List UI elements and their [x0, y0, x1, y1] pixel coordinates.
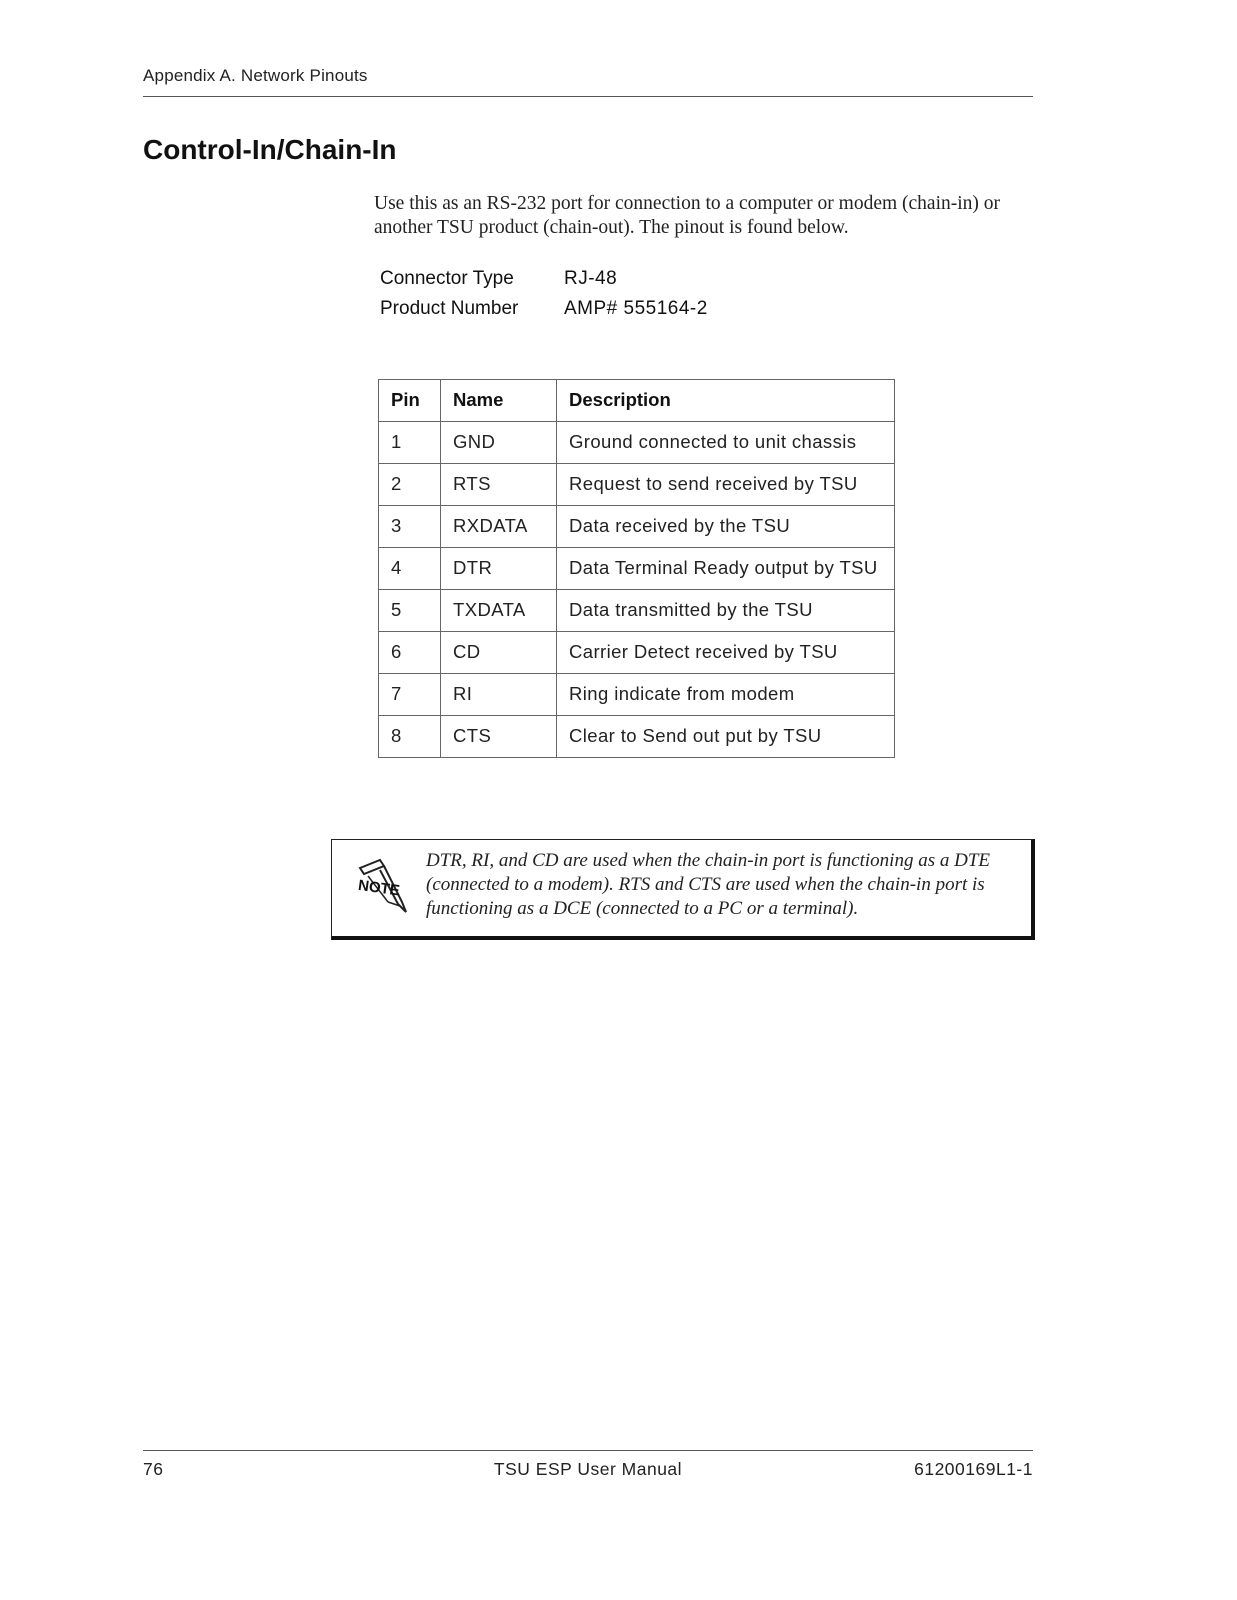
cell-pin: 1 — [379, 422, 441, 464]
cell-name: DTR — [441, 548, 557, 590]
footer-rule — [143, 1450, 1033, 1451]
running-head: Appendix A. Network Pinouts — [143, 66, 368, 85]
cell-name: TXDATA — [441, 590, 557, 632]
header-pin: Pin — [379, 380, 441, 422]
table-row — [379, 464, 895, 506]
cell-description: Clear to Send out put by TSU — [557, 716, 895, 758]
cell-pin: 4 — [379, 548, 441, 590]
cell-name: RTS — [441, 464, 557, 506]
table-row — [379, 590, 895, 632]
table-row — [379, 716, 895, 758]
doc-number: 61200169L1-1 — [914, 1459, 1033, 1479]
cell-pin: 3 — [379, 506, 441, 548]
connector-specs — [380, 264, 708, 324]
cell-description: Request to send received by TSU — [557, 464, 895, 506]
cell-description: Data Terminal Ready output by TSU — [557, 548, 895, 590]
page-number: 76 — [143, 1459, 164, 1479]
intro-paragraph: Use this as an RS-232 port for connection to a computer or modem (chain-in) or another TSU product (chain-out). The pinout is found below. — [374, 193, 1001, 238]
table-row — [379, 422, 895, 464]
header-description: Description — [557, 380, 895, 422]
spec-row-product-number — [380, 294, 708, 324]
cell-pin: 2 — [379, 464, 441, 506]
note-icon — [354, 858, 412, 914]
cell-pin: 8 — [379, 716, 441, 758]
cell-name: RXDATA — [441, 506, 557, 548]
manual-title: TSU ESP User Manual — [493, 1459, 683, 1479]
pinout-table — [378, 379, 895, 758]
cell-description: Data received by the TSU — [557, 506, 895, 548]
table-row — [379, 632, 895, 674]
cell-name: RI — [441, 674, 557, 716]
cell-description: Ground connected to unit chassis — [557, 422, 895, 464]
spec-label: Product Number — [380, 298, 519, 319]
header-rule — [143, 96, 1033, 97]
table-row — [379, 506, 895, 548]
cell-description: Ring indicate from modem — [557, 674, 895, 716]
table-row — [379, 674, 895, 716]
spec-row-connector-type — [380, 264, 708, 294]
header-name: Name — [441, 380, 557, 422]
cell-name: CD — [441, 632, 557, 674]
table-row — [379, 548, 895, 590]
cell-name: CTS — [441, 716, 557, 758]
cell-name: GND — [441, 422, 557, 464]
section-title: Control-In/Chain-In — [143, 134, 397, 165]
cell-pin: 5 — [379, 590, 441, 632]
cell-description: Carrier Detect received by TSU — [557, 632, 895, 674]
note-icon-label: NOTE — [357, 876, 401, 900]
cell-pin: 7 — [379, 674, 441, 716]
spec-value: AMP# 555164-2 — [564, 298, 708, 319]
table-header-row — [379, 380, 895, 422]
note-callout — [331, 839, 1035, 940]
cell-pin: 6 — [379, 632, 441, 674]
cell-description: Data transmitted by the TSU — [557, 590, 895, 632]
spec-label: Connector Type — [380, 268, 514, 289]
spec-value: RJ-48 — [564, 268, 618, 289]
note-text: DTR, RI, and CD are used when the chain-in port is functioning as a DTE (connected to a modem). RTS and CTS are used when the chain-in port is functioning as a DCE (connected to a PC or a terminal). — [426, 850, 990, 919]
